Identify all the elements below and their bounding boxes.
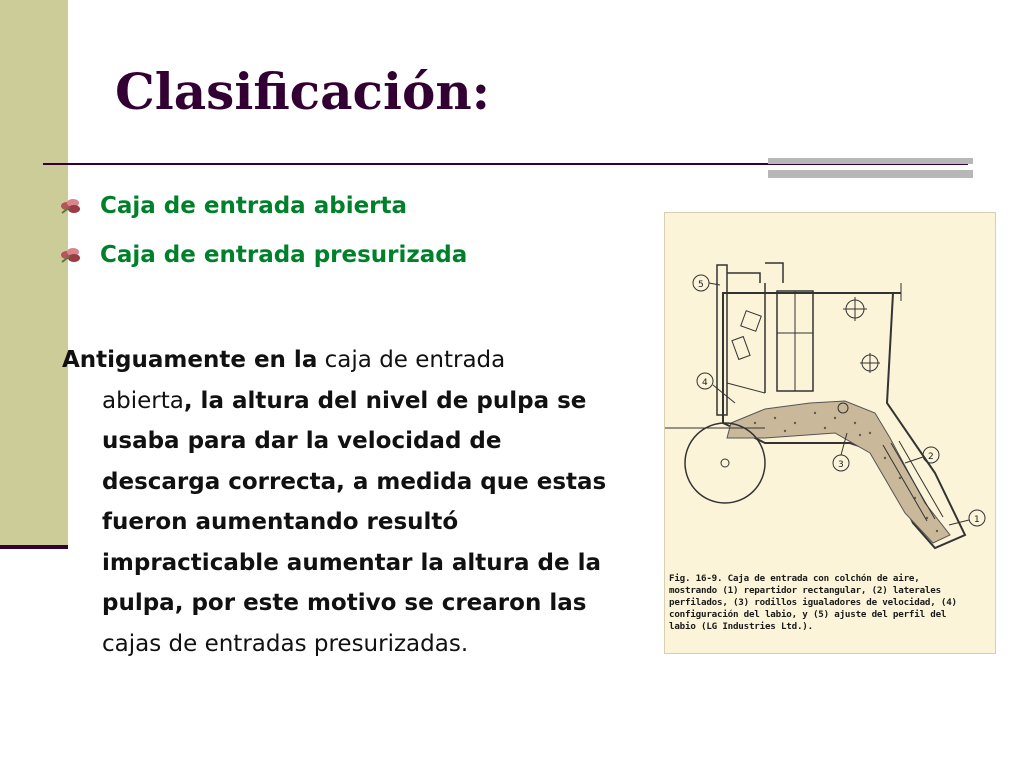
- headbox-diagram: [665, 213, 995, 573]
- callout-3: 3: [838, 460, 844, 470]
- paragraph-normal-run: caja de entrada: [317, 347, 506, 373]
- figure-caption: Fig. 16-9. Caja de entrada con colchón de aire, mostrando (1) repartidor rectangular, (2) laterales perfilados, (3) rodillos igualadores de velocidad, (4) configuración del labio, y (5) ajuste del perfil del labio (LG Industries Ltd.).: [669, 573, 957, 632]
- paragraph-line-5: fueron aumentando resultó: [102, 509, 459, 535]
- paragraph-line-3: usaba para dar la velocidad de: [102, 428, 502, 454]
- title-rule-accent-bottom: [768, 170, 973, 178]
- body-paragraph: [62, 340, 652, 664]
- paragraph-line-4: descarga correcta, a medida que estas: [102, 468, 607, 495]
- callout-1: 1: [974, 515, 980, 525]
- bullet-item-pressurized-headbox: [60, 242, 467, 268]
- bullet-text: Caja de entrada abierta: [100, 193, 408, 219]
- callout-5: 5: [698, 280, 704, 290]
- slide-title: Clasificación:: [115, 62, 491, 121]
- left-decorative-band: [0, 0, 68, 548]
- left-band-underline: [0, 545, 68, 549]
- callout-2: 2: [928, 452, 934, 462]
- bullet-item-open-headbox: [60, 193, 407, 219]
- paragraph-line-8: cajas de entradas presurizadas.: [102, 630, 469, 657]
- bullet-text: Caja de entrada presurizada: [100, 242, 468, 268]
- paragraph-line-1: [62, 340, 652, 381]
- paragraph-line-2: [62, 381, 652, 422]
- paragraph-bold-run: , la altura del nivel de pulpa se: [183, 387, 587, 414]
- paragraph-bold-run: Antiguamente en la: [62, 347, 318, 373]
- paragraph-line-6: impracticable aumentar la altura de la: [102, 549, 602, 576]
- flower-bullet-icon: [60, 197, 82, 215]
- paragraph-normal-run: abierta: [102, 387, 184, 414]
- flower-bullet-icon: [60, 246, 82, 264]
- title-rule-accent-top: [768, 158, 973, 164]
- paragraph-line-7: pulpa, por este motivo se crearon las: [102, 590, 587, 616]
- callout-4: 4: [702, 378, 708, 388]
- headbox-figure: [664, 212, 996, 654]
